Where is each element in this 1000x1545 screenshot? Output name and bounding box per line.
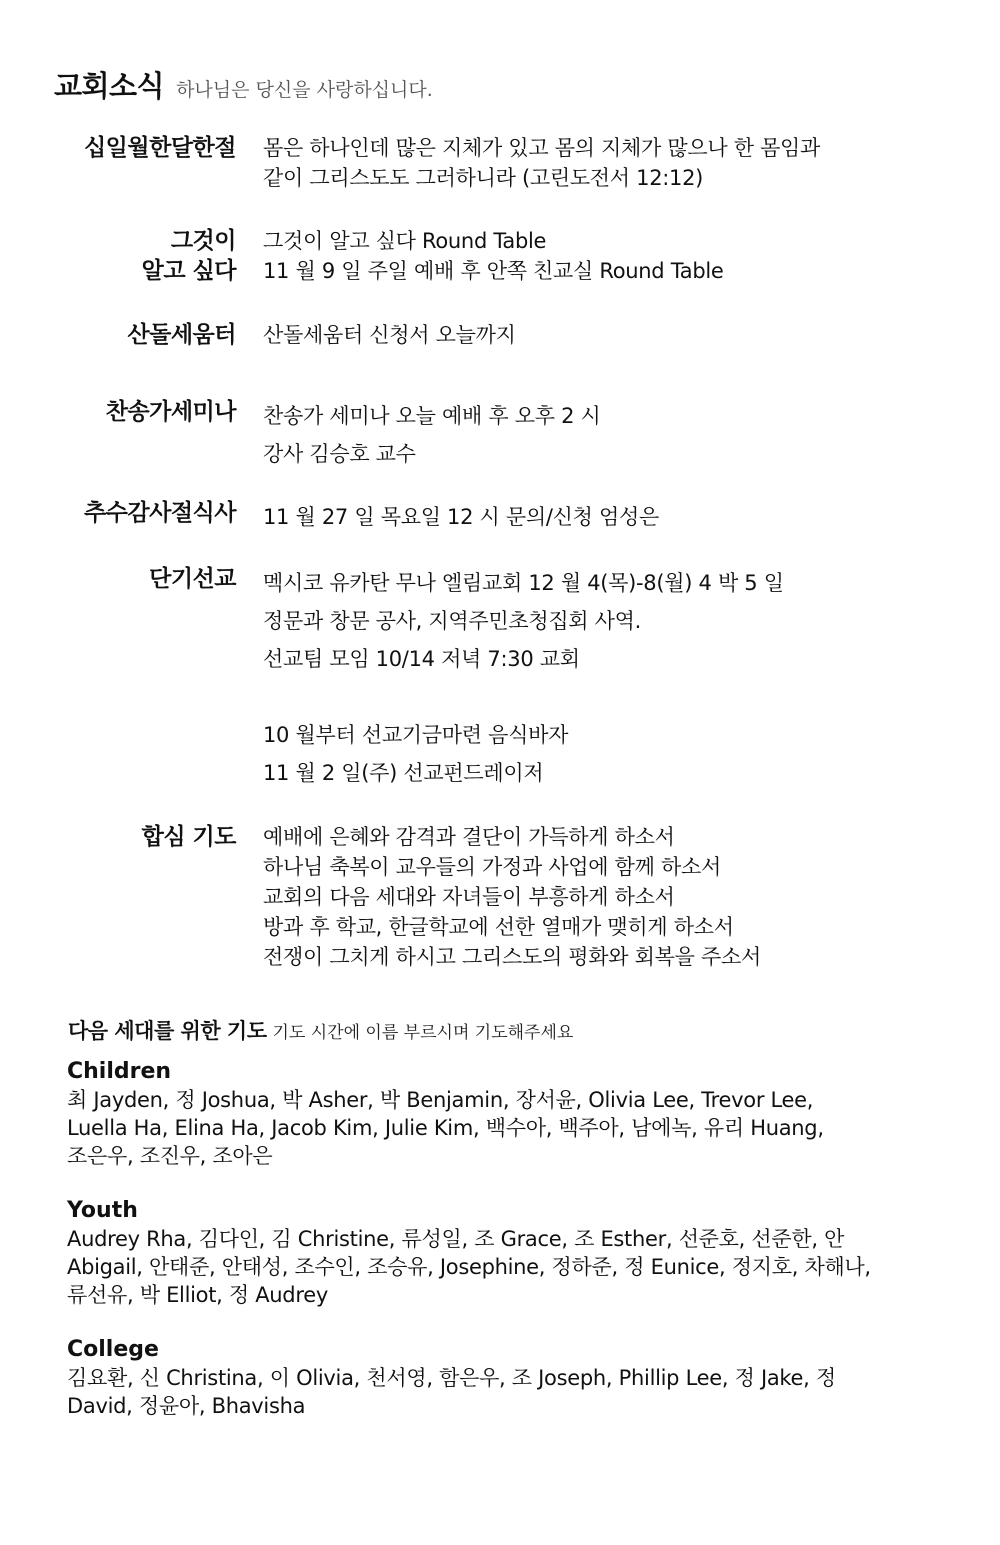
news-item-body [263, 564, 983, 792]
news-item-body [263, 226, 983, 286]
next-generation-prayer-subtitle: 기도 시간에 이름 부르시며 기도해주세요 [272, 1023, 574, 1043]
news-item-body [263, 397, 983, 473]
news-line: 선교팀 모임 10/14 저녁 7:30 교회 [263, 647, 580, 671]
news-line: 강사 김승호 교수 [263, 442, 416, 466]
news-item-label: 그것이 알고 싶다 [141, 228, 236, 284]
news-item-label: 합심 기도 [141, 824, 236, 850]
prayer-group-names [67, 1086, 947, 1170]
news-subtitle: 하나님은 당신을 사랑하십니다. [176, 79, 433, 101]
names-line: Luella Ha, Elina Ha, Jacob Kim, Julie Kim, 백수아, 백주아, 남에녹, 유리 Huang, [67, 1116, 824, 1140]
prayer-group-title: College [67, 1337, 159, 1362]
names-line: Abigail, 안태준, 안태성, 조수인, 조승유, Josephine, 정하준, 정 Eunice, 정지호, 차해나, [67, 1255, 871, 1279]
names-line: David, 정윤아, Bhavisha [67, 1394, 306, 1418]
news-line: 찬송가 세미나 오늘 예배 후 오후 2 시 [263, 404, 601, 428]
news-line: 몸은 하나인데 많은 지체가 있고 몸의 지체가 많으나 한 몸임과 [263, 136, 821, 160]
news-header [54, 64, 433, 105]
prayer-group-title: Youth [67, 1198, 138, 1223]
news-line: 예배에 은혜와 감격과 결단이 가득하게 하소서 [263, 825, 675, 849]
news-item-body [263, 822, 983, 972]
names-line: 김요환, 신 Christina, 이 Olivia, 천서영, 함은우, 조 Joseph, Phillip Lee, 정 Jake, 정 [67, 1366, 836, 1390]
news-line: 11 월 2 일(주) 선교펀드레이저 [263, 761, 544, 785]
news-line: 11 월 27 일 목요일 12 시 문의/신청 엄성은 [263, 505, 659, 529]
news-item-label: 산돌세움터 [127, 322, 236, 348]
news-line: 하나님 축복이 교우들의 가정과 사업에 함께 하소서 [263, 855, 721, 879]
news-title: 교회소식 [54, 69, 165, 103]
prayer-group-children [67, 1058, 947, 1170]
news-line: 산돌세움터 신청서 오늘까지 [263, 323, 516, 347]
news-item-label: 십일월한달한절 [83, 135, 236, 161]
news-line: 전쟁이 그치게 하시고 그리스도의 평화와 회복을 주소서 [263, 945, 761, 969]
news-item-body [263, 320, 983, 350]
news-line: 같이 그리스도도 그러하니라 (고린도전서 12:12) [263, 166, 704, 190]
names-line: 조은우, 조진우, 조아은 [67, 1144, 273, 1168]
news-line [263, 678, 983, 716]
names-line: 최 Jayden, 정 Joshua, 박 Asher, 박 Benjamin, 장서윤, Olivia Lee, Trevor Lee, [67, 1088, 814, 1112]
news-item-label: 찬송가세미나 [105, 399, 236, 425]
names-line: Audrey Rha, 김다인, 김 Christine, 류성일, 조 Grace, 조 Esther, 선준호, 선준한, 안 [67, 1227, 845, 1251]
news-line: 정문과 창문 공사, 지역주민초청집회 사역. [263, 609, 642, 633]
prayer-group-college [67, 1336, 947, 1420]
news-line: 교회의 다음 세대와 자녀들이 부흥하게 하소서 [263, 885, 675, 909]
next-generation-prayer-header [68, 1015, 573, 1045]
news-line: 11 월 9 일 주일 예배 후 안쪽 친교실 Round Table [263, 259, 724, 283]
next-generation-prayer-title: 다음 세대를 위한 기도 [68, 1019, 267, 1043]
prayer-group-title: Children [67, 1059, 172, 1084]
news-line: 그것이 알고 싶다 Round Table [263, 229, 547, 253]
prayer-group-names [67, 1364, 947, 1420]
news-item-label: 단기선교 [149, 566, 236, 592]
news-line: 10 월부터 선교기금마련 음식바자 [263, 723, 569, 747]
news-item-body [263, 133, 983, 193]
prayer-group-youth [67, 1197, 947, 1309]
news-item-label: 추수감사절식사 [83, 500, 236, 526]
prayer-group-names [67, 1225, 947, 1309]
names-line: 류선유, 박 Elliot, 정 Audrey [67, 1283, 328, 1307]
news-line: 멕시코 유카탄 무나 엘림교회 12 월 4(목)-8(월) 4 박 5 일 [263, 571, 784, 595]
news-line: 방과 후 학교, 한글학교에 선한 열매가 맺히게 하소서 [263, 915, 734, 939]
news-item-body [263, 498, 983, 536]
